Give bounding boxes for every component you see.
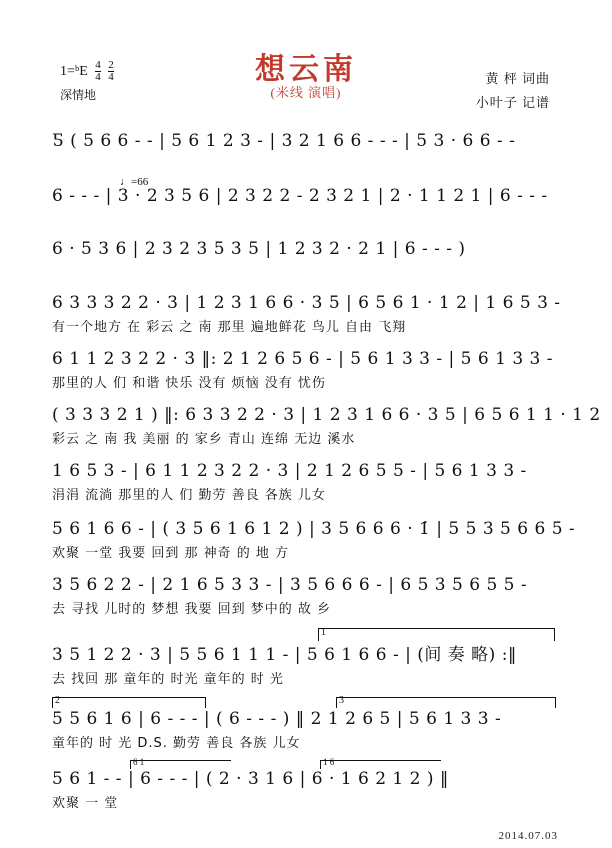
score-line [52, 348, 562, 391]
tempo-marking: ♩=66 [120, 176, 149, 188]
score-line [52, 768, 562, 811]
notation-row: 3 5 1 2 2 · 3 | 5 5 6 1 1 1 - | 5 6 1 6 6 - | (间 奏 略) :‖ [52, 645, 517, 665]
score-line [52, 518, 576, 561]
volta-bracket-3 [336, 697, 556, 708]
lyrics-row: 去 找回 那 童年的 时光 童年的 时 光 [52, 672, 284, 687]
lyrics-row: 涓涓 流淌 那里的人 们 勤劳 善良 各族 儿女 [52, 488, 326, 503]
lyrics-row: 童年的 时 光 D.S. 勤劳 善良 各族 儿女 [52, 736, 301, 751]
lyrics-row: 欢聚 一堂 我要 回到 那 神奇 的 地 方 [52, 546, 290, 561]
meter-primary-denominator: 4 [95, 71, 101, 84]
notation-row: 6 - - - | 3 · 2 3 5 6 | 2 3 2 2 - 2 3 2 1 | 2 · 1 1 2 1 | 6 - - - [52, 186, 548, 206]
volta-number: 1 6 [323, 757, 335, 767]
notation-row: 5 6 1 6 6 - | ( 3 5 6 1 6 1 2 ) | 3 5 6 6 6 · 1̇ | 5 5 3 5 6 6 5 - [52, 519, 576, 539]
notation-row: 1 6 5 3 - | 6 1 1 2 3 2 2 · 3 | 2 1 2 6 5 5 - | 5 6 1 3 3 - [52, 461, 527, 481]
notation-row: Ƽ ( 5 6 6 - - | 5 6 1 2 3 - | 3 2 1 6 6 - - - | 5 3 · 6 6 - - [52, 131, 516, 151]
credit-composer: 黄 枰 词曲 [485, 71, 550, 86]
volta-bracket-5 [320, 757, 441, 769]
lyrics-row: 那里的人 们 和谐 快乐 没有 烦恼 没有 忧伤 [52, 376, 326, 391]
notation-row: 6 · 5 3 6 | 2 3 2 3 5 3 5 | 1 2 3 2 · 2 1 | 6 - - - ) [52, 239, 466, 259]
meter-secondary-denominator: 4 [108, 71, 114, 84]
volta-number: 1 [321, 627, 326, 638]
lyrics-row: 有一个地方 在 彩云 之 南 那里 遍地鲜花 鸟儿 自由 飞翔 [52, 320, 407, 335]
score-line [52, 574, 562, 617]
page-title: 想云南 [255, 52, 357, 87]
volta-bracket-4 [130, 757, 231, 769]
volta-number: 6 1 [133, 757, 145, 767]
score-line [52, 292, 562, 335]
notation-row: 5 5 6 1 6 | 6 - - - | ( 6 - - - ) ‖ 2 1 2 6 5 | 5 6 1 3 3 - [52, 709, 502, 729]
meter-secondary-numerator: 2 [108, 59, 114, 71]
volta-number: 3 [339, 695, 344, 706]
meter-primary-numerator: 4 [95, 59, 101, 71]
notation-row: ( 3 3 3 2 1 ) ‖: 6 3 3 2 2 · 3 | 1 2 3 1 6 6 · 3 5 | 6 5 6 1 1 · 1 2 [52, 405, 601, 425]
lyrics-row: 欢聚 一 堂 [52, 796, 119, 811]
volta-bracket-2 [52, 697, 206, 708]
notation-row: 6 3 3 3 2 2 · 3 | 1 2 3 1 6 6 · 3 5 | 6 5 6 1 · 1 2 | 1 6 5 3 - [52, 293, 561, 313]
notation-row: 5 6 1 - - | 6 - - - | ( 2 · 3 1 6 | 6 · 1 6 2 1 2 ) ‖ [52, 769, 449, 789]
notation-row: 6 1 1 2 3 2 2 · 3 ‖: 2 1 2 6 5 6 - | 5 6 1 3 3 - | 5 6 1 3 3 - [52, 349, 554, 369]
performer-subtitle: (米线 演唱) [270, 85, 342, 100]
lyrics-row: 去 寻找 儿时的 梦想 我要 回到 梦中的 故 乡 [52, 602, 332, 617]
score-line [52, 185, 562, 219]
notation-row: 3 5 6 2 2 - | 2 1 6 5 3 3 - | 3 5 6 6 6 - | 6 5 3 5 6 5 5 - [52, 575, 528, 595]
volta-number: 2 [55, 695, 60, 706]
volta-bracket-1 [318, 628, 555, 641]
lyrics-row: 彩云 之 南 我 美丽 的 家乡 青山 连绵 无边 溪水 [52, 432, 356, 447]
expression-marking: 深情地 [60, 88, 97, 102]
score-line [52, 238, 562, 272]
score-line [52, 644, 562, 687]
key-signature-text: 1=ᵇE [60, 63, 88, 79]
score-line [52, 404, 601, 447]
score-line [52, 460, 562, 503]
score-line [52, 708, 562, 751]
credit-notation: 小叶子 记谱 [475, 95, 550, 110]
notation-date: 2014.07.03 [498, 830, 558, 842]
score-line [52, 130, 562, 164]
